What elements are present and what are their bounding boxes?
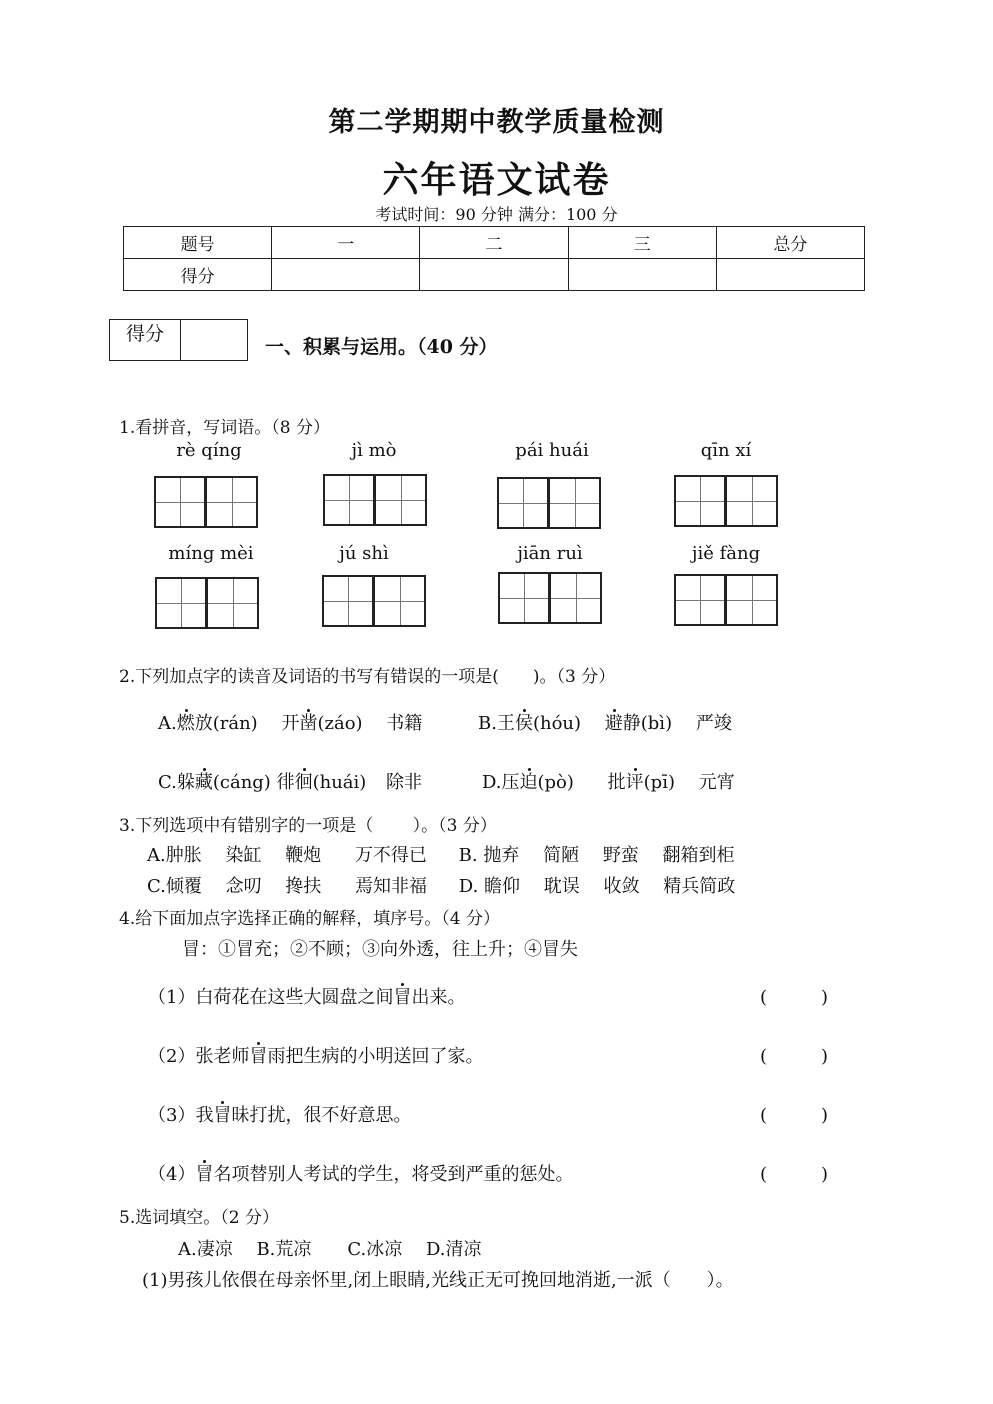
- score-table-score-row: [124, 259, 865, 291]
- dotted-char: 徊: [294, 772, 313, 793]
- score-table-header: 总分: [716, 227, 864, 259]
- item-text: 名项替别人考试的学生，将受到严重的惩处。: [213, 1164, 574, 1185]
- q3-word: 耽误: [543, 876, 580, 897]
- grid-cell[interactable]: [207, 577, 259, 629]
- grid-cell[interactable]: [726, 475, 778, 527]
- grid-cell[interactable]: [154, 476, 206, 528]
- option-a: [158, 709, 422, 735]
- q3-word: 焉知非福: [355, 876, 428, 897]
- option-text: (huái): [312, 772, 367, 793]
- grid-cell[interactable]: [498, 572, 550, 624]
- item-text: 白荷花在这些大圆盘之间: [195, 987, 394, 1008]
- exam-subtitle: 六年语文试卷: [382, 159, 611, 201]
- score-table-header: 题号: [124, 227, 272, 259]
- answer-blank[interactable]: ( ): [760, 987, 829, 1008]
- question-1-title: 1.看拼音，写词语。（8 分）: [119, 418, 330, 438]
- grid-cell[interactable]: [726, 574, 778, 626]
- option-text: 压: [501, 772, 520, 793]
- answer-blank[interactable]: ( ): [760, 1164, 829, 1185]
- option-label: B.: [478, 713, 497, 734]
- grid-cell[interactable]: [375, 474, 427, 526]
- pinyin-label: jiě fàng: [691, 543, 761, 564]
- q3-word: 万不得已: [354, 845, 427, 866]
- score-cell[interactable]: [272, 259, 420, 291]
- score-table-header: 一: [272, 227, 420, 259]
- q3-word: 精兵简政: [663, 876, 736, 897]
- q3-word: 念叨: [225, 876, 262, 897]
- score-table: [123, 226, 865, 291]
- section-score-label: 得分: [110, 320, 181, 360]
- grid-cell[interactable]: [497, 477, 549, 529]
- q5-options: A.凄凉 B.荒凉 C.冰凉 D.清凉: [178, 1239, 482, 1260]
- option-text: 批: [607, 772, 626, 793]
- item-number: （3）: [148, 1105, 196, 1126]
- score-cell[interactable]: [716, 259, 864, 291]
- answer-blank[interactable]: ( ): [760, 1105, 829, 1126]
- writing-grid[interactable]: [155, 577, 259, 629]
- dotted-char: 避: [604, 713, 623, 734]
- q3-word: 野蛮: [602, 845, 639, 866]
- score-table-header-row: [124, 227, 865, 259]
- option-text: 书籍: [386, 713, 423, 734]
- pinyin-label: jú shì: [339, 543, 389, 564]
- item-text: 昧打扰，很不好意思。: [231, 1105, 412, 1126]
- q3-line-ab: [147, 841, 735, 867]
- q3-word: D. 瞻仰: [458, 876, 521, 897]
- answer-blank[interactable]: ( ): [760, 1046, 829, 1067]
- q4-item: [148, 1101, 411, 1127]
- grid-cell[interactable]: [550, 572, 602, 624]
- option-text: (záo): [317, 713, 363, 734]
- q3-line-cd: [147, 872, 735, 898]
- dotted-char: 冒: [393, 987, 412, 1008]
- dotted-char: 燃: [176, 713, 195, 734]
- question-2-title: 2.下列加点字的读音及词语的书写有错误的一项是( )。（3 分）: [119, 667, 616, 687]
- item-number: （1）: [148, 987, 196, 1008]
- score-cell[interactable]: [420, 259, 568, 291]
- q3-word: C.倾覆: [147, 876, 202, 897]
- grid-cell[interactable]: [674, 475, 726, 527]
- q3-word: B. 抛弃: [458, 845, 520, 866]
- option-text: 元宵: [698, 772, 735, 793]
- q5-sentence: (1)男孩儿依偎在母亲怀里,闭上眼睛,光线正无可挽回地消逝,一派（ ）。: [142, 1270, 734, 1291]
- item-text: 我: [195, 1105, 214, 1126]
- grid-cell[interactable]: [374, 575, 426, 627]
- pinyin-label: míng mèi: [168, 543, 254, 564]
- dotted-char: 冒: [249, 1046, 268, 1067]
- item-text: 张老师: [195, 1046, 250, 1067]
- option-label: C.: [158, 772, 177, 793]
- option-text: 王: [496, 713, 515, 734]
- grid-cell[interactable]: [674, 574, 726, 626]
- q3-word: 简陋: [543, 845, 580, 866]
- dotted-char: 藏: [194, 772, 213, 793]
- option-text: 开: [281, 713, 300, 734]
- option-text: (pī): [643, 772, 675, 793]
- score-table-header: 二: [420, 227, 568, 259]
- option-label: A.: [158, 713, 177, 734]
- exam-title: 第二学期期中教学质量检测: [328, 107, 665, 138]
- q4-item: [148, 1042, 483, 1068]
- q3-word: 染缸: [225, 845, 262, 866]
- option-text: 躲: [176, 772, 195, 793]
- question-5-title: 5.选词填空。（2 分）: [119, 1208, 279, 1228]
- question-3-title: 3.下列选项中有错别字的一项是（ ）。（3 分）: [119, 816, 497, 836]
- item-text: 雨把生病的小明送回了家。: [267, 1046, 484, 1067]
- item-number: （4）: [148, 1164, 196, 1185]
- dotted-char: 评: [625, 772, 644, 793]
- option-text: 除非: [386, 772, 423, 793]
- score-row-label: 得分: [124, 259, 272, 291]
- dotted-char: 冒: [195, 1164, 214, 1185]
- option-text: (hóu): [532, 713, 582, 734]
- option-text: 静(bì): [622, 713, 673, 734]
- q3-word: A.肿胀: [147, 845, 202, 866]
- question-4-title: 4.给下面加点字选择正确的解释，填序号。（4 分）: [119, 909, 500, 929]
- option-text: (pò): [537, 772, 574, 793]
- grid-cell[interactable]: [155, 577, 207, 629]
- q4-definition: 冒：①冒充；②不顾；③向外透，往上升；④冒失: [182, 939, 578, 960]
- grid-cell[interactable]: [206, 476, 258, 528]
- grid-cell[interactable]: [322, 575, 374, 627]
- grid-cell[interactable]: [549, 477, 601, 529]
- writing-grid[interactable]: [498, 572, 602, 624]
- option-text: 严竣: [695, 713, 732, 734]
- score-cell[interactable]: [568, 259, 716, 291]
- pinyin-label: qīn xí: [700, 440, 752, 461]
- option-c: [158, 768, 422, 794]
- dotted-char: 凿: [299, 713, 318, 734]
- section-score-box: [109, 319, 248, 361]
- dotted-char: 冒: [213, 1105, 232, 1126]
- writing-grid[interactable]: [497, 477, 601, 529]
- writing-grid[interactable]: [674, 574, 778, 626]
- pinyin-label: jiān ruì: [517, 543, 583, 564]
- section-title: 一、积累与运用。（40 分）: [265, 336, 498, 358]
- q3-word: 翻箱到柜: [662, 845, 735, 866]
- q3-word: 鞭炮: [285, 845, 322, 866]
- writing-grid[interactable]: [674, 475, 778, 527]
- pinyin-label: rè qíng: [176, 440, 242, 461]
- option-text: (cáng): [212, 772, 271, 793]
- score-table-header: 三: [568, 227, 716, 259]
- option-b: [478, 709, 732, 735]
- option-text: 放(rán): [194, 713, 258, 734]
- writing-grid[interactable]: [322, 575, 426, 627]
- grid-cell[interactable]: [323, 474, 375, 526]
- dotted-char: 侯: [514, 713, 533, 734]
- item-number: （2）: [148, 1046, 196, 1067]
- dotted-char: 迫: [519, 772, 538, 793]
- q3-word: 搀扶: [285, 876, 322, 897]
- writing-grid[interactable]: [154, 476, 258, 528]
- pinyin-label: jì mò: [351, 440, 397, 461]
- q4-item: [148, 983, 465, 1009]
- exam-info: 考试时间：90 分钟 满分：100 分: [375, 205, 618, 224]
- item-text: 出来。: [411, 987, 466, 1008]
- option-d: [482, 768, 735, 794]
- q3-word: 收敛: [603, 876, 640, 897]
- writing-grid[interactable]: [323, 474, 427, 526]
- option-text: 徘: [276, 772, 295, 793]
- option-label: D.: [482, 772, 502, 793]
- pinyin-label: pái huái: [515, 440, 589, 461]
- q4-item: [148, 1160, 573, 1186]
